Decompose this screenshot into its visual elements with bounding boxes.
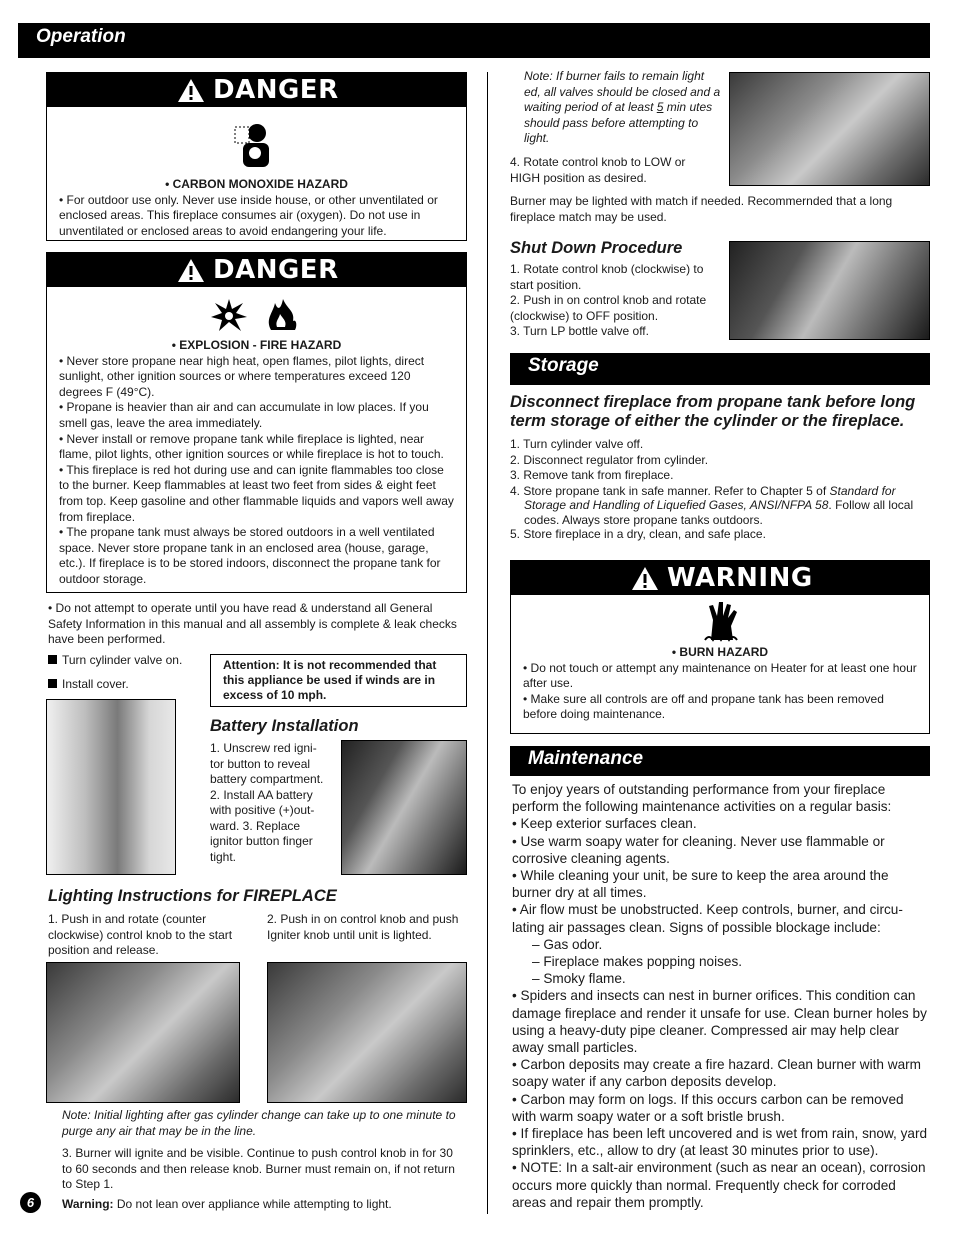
storage-step-text: 4. Store propane tank in safe manner. Refer to Chapter 5 of xyxy=(510,483,830,498)
explosion-icon-area xyxy=(47,287,466,338)
warning-header xyxy=(511,561,929,595)
storage-header xyxy=(510,353,930,385)
note-minutes: 5 xyxy=(656,100,664,114)
step-4: 4. Rotate control knob to LOW or HIGH position as desired. xyxy=(510,155,686,185)
storage-step: 1. Turn cylinder valve off. xyxy=(510,437,644,451)
storage-step: 2. Disconnect regulator from cylinder. xyxy=(510,452,709,467)
match-note: Burner may be lighted with match if needed. Recommernded that a long fireplace match may be used. xyxy=(510,194,893,224)
maintenance-title: Maintenance xyxy=(528,748,644,769)
maintenance-intro: To enjoy years of outstanding performance from your fireplace perform the following maintenance activities on a regular basis: xyxy=(512,782,892,815)
note-text: Note: If burner fails to remain light ed, all valves should be closed and a waiting period of at least xyxy=(524,69,721,114)
danger-box-explosion-fire xyxy=(46,252,467,593)
danger-header xyxy=(47,73,466,107)
explosion-item: • The propane tank must always be stored outdoors in a well ventilated space. Never store propane tank in an enclosed area (house, garage, etc.). If fireplace is to be stored indoors, disconnect the propane tank for outdoor storage. xyxy=(59,525,441,586)
step-install-cover xyxy=(48,677,129,693)
lighting-instructions-heading: Lighting Instructions for FIREPLACE xyxy=(48,887,337,905)
attention-box: Attention: It is not recommended that this appliance be used if winds are in excess of 10 mph. xyxy=(210,654,467,707)
maintenance-item: • If fireplace has been left uncovered and is wet from rain, snow, yard sprinklers, etc., allow to dry (at least 30 minutes prior to use). xyxy=(512,1126,928,1159)
square-bullet-icon xyxy=(48,655,57,664)
explosion-item: • Propane is heavier than air and can accumulate in low places. If you smell gas, leave the area immediately. xyxy=(59,400,429,430)
danger-title: DANGER xyxy=(213,254,339,285)
shutdown-heading: Shut Down Procedure xyxy=(510,239,683,257)
co-hazard-label: • CARBON MONOXIDE HAZARD xyxy=(165,177,348,191)
storage-steps xyxy=(510,437,928,543)
maintenance-item: • Air flow must be unobstructed. Keep controls, burner, and circu- lating air passages clean. Signs of possible blockage include: xyxy=(512,902,903,935)
intro-paragraph: • Do not attempt to operate until you have read & understand all General Safety Information in this manual and all assembly is complete & leak checks have been performed. xyxy=(48,601,457,646)
warning-triangle-icon xyxy=(177,258,205,283)
warning-box-burn xyxy=(510,560,930,734)
maintenance-item: • While cleaning your unit, be sure to keep the area around the burner dry at all times. xyxy=(512,868,889,901)
storage-step: 3. Remove tank from fireplace. xyxy=(510,468,674,482)
photo-shutdown xyxy=(729,241,930,340)
storage-title: Storage xyxy=(528,355,599,376)
section-title: Operation xyxy=(36,26,126,47)
explosion-item: • Never store propane near high heat, open flames, pilot lights, direct sunlight, other ignition sources or where temperatures exceed 120 degrees F (49°C). xyxy=(59,353,425,399)
storage-step: 5. Store fireplace in a dry, clean, and safe place. xyxy=(510,527,766,541)
maintenance-header xyxy=(510,746,930,776)
danger-header xyxy=(47,253,466,287)
burner-note xyxy=(524,69,724,147)
shutdown-steps xyxy=(510,262,720,340)
battery-installation-text: 1. Unscrew red igni- tor button to reveal battery compartment. 2. Install AA battery with positive (+)out- ward. 3. Replace ignitor button finger tight. xyxy=(210,741,324,864)
lighting-step-3: 3. Burner will ignite and be visible. Continue to push control knob in for 30 to 60 seconds and then release knob. Burner must remain on, if not return to Step 1. xyxy=(62,1146,455,1191)
maintenance-item: • Keep exterior surfaces clean. xyxy=(512,816,697,832)
maintenance-subitem: – Smoky flame. xyxy=(532,971,626,987)
lighting-step-2: 2. Push in on control knob and push Igniter knob until unit is lighted. xyxy=(267,912,459,942)
co-hazard-text: • For outdoor use only. Never use inside house, or other unventilated or enclosed areas. This fireplace consumes air (oxygen). Do not use in unventilated or enclosed areas to avoid endangering your life. xyxy=(59,192,438,238)
photo-battery xyxy=(341,740,467,875)
column-divider xyxy=(487,72,488,1214)
explosion-icon xyxy=(211,299,247,331)
warning-triangle-icon xyxy=(631,566,659,591)
photo-lighting-step-1 xyxy=(46,962,240,1103)
photo-install-cover xyxy=(46,699,176,875)
burn-hazard-icon xyxy=(703,600,739,642)
storage-step-text: . Follow all local codes. Always store propane tanks outdoors. xyxy=(524,498,914,527)
shutdown-step: 2. Push in on control knob and rotate (clockwise) to OFF position. xyxy=(510,293,707,323)
burn-icon-area xyxy=(511,595,929,645)
step-text: Turn cylinder valve on. xyxy=(62,653,183,667)
carbon-monoxide-icon xyxy=(233,121,277,167)
explosion-item: • Never install or remove propane tank while fireplace is lighted, near flame, pilot lights, other ignition sources or while fireplace is hot to touch. xyxy=(59,431,444,462)
maintenance-item: • Carbon may form on logs. If this occurs carbon can be removed with warm soapy water or a soft bristle brush. xyxy=(512,1091,904,1124)
step-text: Install cover. xyxy=(62,677,129,691)
battery-installation-heading: Battery Installation xyxy=(210,717,359,735)
maintenance-item: • Use warm soapy water for cleaning. Never use flammable or corrosive cleaning agents. xyxy=(512,833,885,866)
warning-text: Do not lean over appliance while attempting to light. xyxy=(113,1197,392,1211)
section-header-bar xyxy=(18,23,930,58)
square-bullet-icon xyxy=(48,679,57,688)
photo-burner-note xyxy=(729,72,930,186)
page-number: 6 xyxy=(20,1192,41,1213)
shutdown-step: 1. Rotate control knob (clockwise) to start position. xyxy=(510,262,704,292)
burn-hazard-item: • Do not touch or attempt any maintenance on Heater for at least one hour after use. xyxy=(523,660,917,691)
danger-title: DANGER xyxy=(213,74,339,105)
maintenance-content xyxy=(512,781,930,1211)
shutdown-step: 3. Turn LP bottle valve off. xyxy=(510,324,649,338)
fire-icon xyxy=(265,297,299,331)
lighting-step-1: 1. Push in and rotate (counter clockwise) control knob to the start position and release. xyxy=(48,912,233,957)
lighting-note: Note: Initial lighting after gas cylinder change can take up to one minute to purge any air that may be in the line. xyxy=(62,1108,456,1138)
photo-lighting-step-2 xyxy=(267,962,467,1103)
maintenance-item: • Spiders and insects can nest in burner orifices. This condition can damage fireplace and render it unsafe for use. Clean burner holes by using a heavy-duty pipe cleaner. Compressed air may help clear away small particles. xyxy=(512,988,927,1056)
warning-title: WARNING xyxy=(667,562,813,593)
explosion-hazard-label: • EXPLOSION - FIRE HAZARD xyxy=(171,338,342,352)
maintenance-item: • NOTE: In a salt-air environment (such as near an ocean), corrosion occurs more quickly than normal. Frequently check for corroded areas and repair them promptly. xyxy=(512,1160,926,1210)
storage-step xyxy=(510,484,928,528)
maintenance-subitem: – Fireplace makes popping noises. xyxy=(532,954,743,970)
step-turn-valve xyxy=(48,653,182,669)
co-icon-area xyxy=(47,107,466,177)
burn-hazard-label: • BURN HAZARD xyxy=(671,645,769,659)
note-text: min utes should pass before attempting to light. xyxy=(524,100,713,145)
explosion-item: • This fireplace is red hot during use and can ignite flammables too close to the burner. Keep flammables at least two feet from sides & eight feet from top. Keep gasoline and other flammable liquids and vapors well away from fireplace. xyxy=(59,462,454,524)
lighting-warning xyxy=(62,1197,462,1213)
warning-triangle-icon xyxy=(177,78,205,103)
maintenance-subitem: – Gas odor. xyxy=(532,936,603,952)
storage-lead: Disconnect fireplace from propane tank before long term storage of either the cylinder or the fireplace. xyxy=(510,393,916,430)
burn-hazard-item: • Make sure all controls are off and propane tank has been removed before doing maintenance. xyxy=(523,691,884,722)
storage-standard-ref: Standard for Storage and Handling of Liquefied Gases, ANSI/NFPA 58 xyxy=(524,483,896,512)
warning-label: Warning: xyxy=(62,1197,114,1211)
maintenance-item: • Carbon deposits may create a fire hazard. Clean burner with warm soapy water if any carbon deposits develop. xyxy=(512,1057,921,1090)
danger-box-carbon-monoxide xyxy=(46,72,467,241)
